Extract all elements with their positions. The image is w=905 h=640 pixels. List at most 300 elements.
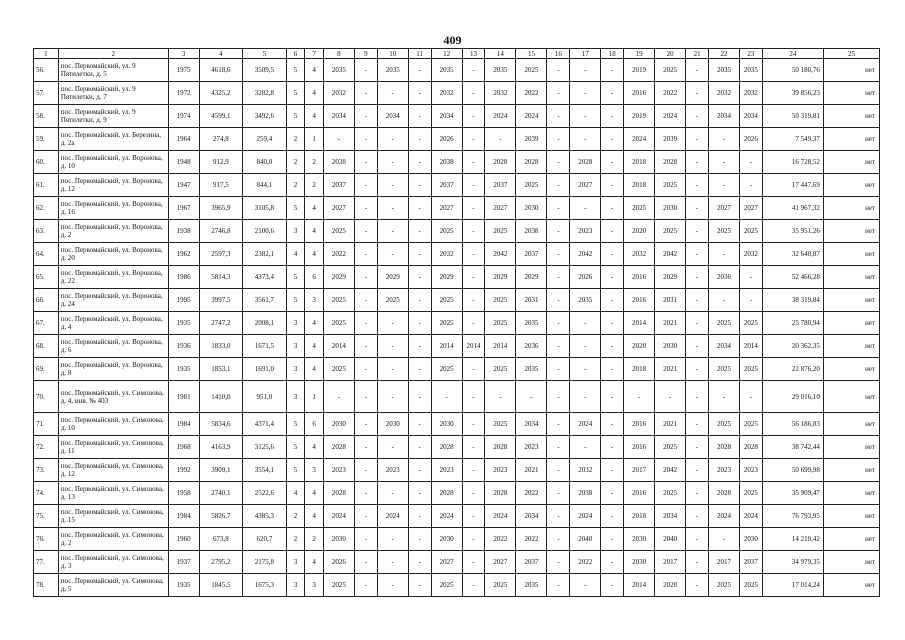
table-cell: 2024 xyxy=(708,505,739,528)
table-cell: - xyxy=(601,312,624,335)
table-cell: 2024 xyxy=(323,505,354,528)
table-row xyxy=(34,289,880,312)
table-cell: 2029 xyxy=(655,266,686,289)
table-cell: 2030 xyxy=(655,197,686,220)
table-cell: 2030 xyxy=(377,413,408,436)
table-cell: - xyxy=(570,128,601,151)
table-cell: - xyxy=(408,312,431,335)
table-cell: 917,5 xyxy=(199,174,242,197)
table-cell: 2023 xyxy=(431,459,462,482)
table-cell: 912,9 xyxy=(199,151,242,174)
table-cell: 2030 xyxy=(431,413,462,436)
table-cell: 4371,4 xyxy=(243,413,286,436)
table-cell: 2034 xyxy=(655,505,686,528)
table-cell: 1 xyxy=(305,381,324,413)
table-cell: 2029 xyxy=(516,266,547,289)
table-row xyxy=(34,505,880,528)
table-cell: - xyxy=(601,220,624,243)
column-header: 10 xyxy=(377,49,408,59)
table-cell: 2035 xyxy=(516,312,547,335)
column-header: 15 xyxy=(516,49,547,59)
table-cell: - xyxy=(354,505,377,528)
column-header: 2 xyxy=(58,49,168,59)
table-cell: - xyxy=(354,459,377,482)
table-cell: 3 xyxy=(286,551,305,574)
table-row xyxy=(34,436,880,459)
table-cell: - xyxy=(408,551,431,574)
table-cell: 2034 xyxy=(431,105,462,128)
table-cell: нет xyxy=(823,551,879,574)
housing-register-table xyxy=(33,48,880,597)
table-cell: 2020 xyxy=(624,220,655,243)
table-cell: 2597,3 xyxy=(199,243,242,266)
table-cell: - xyxy=(740,174,763,197)
table-cell: 1935 xyxy=(168,574,199,597)
table-cell: 1936 xyxy=(168,335,199,358)
table-cell: 2025 xyxy=(708,312,739,335)
table-cell: 3105,8 xyxy=(243,197,286,220)
table-cell: 2038 xyxy=(431,151,462,174)
table-cell: - xyxy=(408,174,431,197)
table-cell: 2025 xyxy=(431,312,462,335)
row-number-cell: 57. xyxy=(34,82,59,105)
row-number-cell: 73. xyxy=(34,459,59,482)
table-cell: 1981 xyxy=(168,381,199,413)
table-cell: 2024 xyxy=(485,505,516,528)
table-cell: нет xyxy=(823,335,879,358)
table-cell: - xyxy=(708,528,739,551)
table-cell: 4 xyxy=(305,312,324,335)
table-cell: - xyxy=(408,220,431,243)
table-cell: 2025 xyxy=(516,174,547,197)
table-cell: - xyxy=(570,312,601,335)
table-cell: - xyxy=(686,174,709,197)
table-cell: - xyxy=(408,128,431,151)
table-cell: - xyxy=(408,105,431,128)
column-header: 6 xyxy=(286,49,305,59)
table-cell: - xyxy=(601,413,624,436)
table-cell: 38 742,44 xyxy=(762,436,823,459)
address-cell: пос. Первомайский, ул. Березина, д. 2а xyxy=(58,128,168,151)
table-cell: 4 xyxy=(305,335,324,358)
table-cell: 4 xyxy=(305,105,324,128)
table-cell: 2024 xyxy=(570,505,601,528)
table-cell: - xyxy=(462,312,485,335)
table-cell: 1960 xyxy=(168,528,199,551)
column-header: 17 xyxy=(570,49,601,59)
table-cell: 4 xyxy=(305,482,324,505)
table-cell: - xyxy=(547,220,570,243)
table-cell: 2023 xyxy=(323,459,354,482)
row-number-cell: 58. xyxy=(34,105,59,128)
address-cell: пос. Первомайский, ул. Симонова, д. 13 xyxy=(58,482,168,505)
table-cell: нет xyxy=(823,381,879,413)
table-cell: 1992 xyxy=(168,459,199,482)
table-cell: 2032 xyxy=(708,82,739,105)
table-cell: нет xyxy=(823,574,879,597)
table-cell: 5834,6 xyxy=(199,413,242,436)
table-cell: 2032 xyxy=(570,459,601,482)
table-cell: 3 xyxy=(286,335,305,358)
table-cell: 1937 xyxy=(168,551,199,574)
table-cell: 3492,6 xyxy=(243,105,286,128)
table-cell: 2022 xyxy=(516,482,547,505)
table-cell: - xyxy=(408,59,431,82)
table-cell: 2034 xyxy=(323,105,354,128)
table-cell: 20 362,35 xyxy=(762,335,823,358)
header-row xyxy=(34,49,880,59)
column-header: 25 xyxy=(823,49,879,59)
table-cell: - xyxy=(601,436,624,459)
table-cell: 2037 xyxy=(431,174,462,197)
address-cell: пос. Первомайский, ул. 9 Пятилетки, д. 9 xyxy=(58,105,168,128)
table-cell: 2018 xyxy=(624,151,655,174)
table-cell: - xyxy=(686,128,709,151)
table-cell: 673,8 xyxy=(199,528,242,551)
table-cell: 1972 xyxy=(168,82,199,105)
table-cell: 2028 xyxy=(431,436,462,459)
table-cell: 2030 xyxy=(740,528,763,551)
table-cell: - xyxy=(462,574,485,597)
table-cell: - xyxy=(354,528,377,551)
address-cell: пос. Первомайский, ул. Симонова, д. 10 xyxy=(58,413,168,436)
table-cell: - xyxy=(686,436,709,459)
address-cell: пос. Первомайский, ул. Воронова, д. 2 xyxy=(58,220,168,243)
table-cell: 2032 xyxy=(431,243,462,266)
table-cell: - xyxy=(708,381,739,413)
table-cell: - xyxy=(547,243,570,266)
table-cell: 2022 xyxy=(485,528,516,551)
column-header: 7 xyxy=(305,49,324,59)
address-cell: пос. Первомайский, ул. Симонова, д. 4, инв. № 403 xyxy=(58,381,168,413)
table-cell: - xyxy=(740,381,763,413)
table-cell: 2028 xyxy=(323,436,354,459)
table-cell: - xyxy=(408,335,431,358)
table-cell: - xyxy=(686,266,709,289)
table-cell: 2024 xyxy=(516,105,547,128)
table-cell: - xyxy=(624,381,655,413)
table-cell: - xyxy=(601,266,624,289)
table-cell: - xyxy=(408,266,431,289)
table-cell: 2022 xyxy=(516,82,547,105)
table-cell: - xyxy=(547,174,570,197)
table-cell: 2016 xyxy=(624,266,655,289)
table-cell: 1 xyxy=(305,128,324,151)
row-number-cell: 68. xyxy=(34,335,59,358)
table-row xyxy=(34,358,880,381)
table-cell: 2 xyxy=(305,174,324,197)
table-cell: 2016 xyxy=(624,413,655,436)
table-cell: нет xyxy=(823,151,879,174)
table-body xyxy=(34,59,880,597)
table-cell: 3909,1 xyxy=(199,459,242,482)
table-cell: 50 319,81 xyxy=(762,105,823,128)
table-cell: 2023 xyxy=(740,459,763,482)
table-cell: - xyxy=(686,551,709,574)
address-cell: пос. Первомайский, ул. Воронова, д. 12 xyxy=(58,174,168,197)
table-cell: 5814,3 xyxy=(199,266,242,289)
table-cell: 34 979,35 xyxy=(762,551,823,574)
table-cell: нет xyxy=(823,174,879,197)
table-cell: - xyxy=(408,413,431,436)
table-cell: 3965,9 xyxy=(199,197,242,220)
table-cell: 2035 xyxy=(431,59,462,82)
table-cell: 2040 xyxy=(655,528,686,551)
table-cell: 2025 xyxy=(655,220,686,243)
table-cell: 1675,3 xyxy=(243,574,286,597)
table-cell: 1935 xyxy=(168,358,199,381)
table-cell: нет xyxy=(823,197,879,220)
table-cell: 2039 xyxy=(655,128,686,151)
table-cell: - xyxy=(377,551,408,574)
table-cell: нет xyxy=(823,128,879,151)
table-cell: - xyxy=(570,436,601,459)
table-cell: - xyxy=(686,243,709,266)
table-cell: - xyxy=(686,59,709,82)
table-cell: - xyxy=(377,174,408,197)
table-cell: 2025 xyxy=(708,220,739,243)
table-cell: 2024 xyxy=(485,105,516,128)
table-cell: - xyxy=(547,482,570,505)
page-number: 409 xyxy=(443,33,462,47)
table-cell: 2039 xyxy=(516,128,547,151)
table-cell: - xyxy=(354,358,377,381)
table-cell: нет xyxy=(823,82,879,105)
table-cell: 4163,9 xyxy=(199,436,242,459)
table-cell: нет xyxy=(823,482,879,505)
table-cell: 1935 xyxy=(168,312,199,335)
table-row xyxy=(34,105,880,128)
table-row xyxy=(34,151,880,174)
table-cell: - xyxy=(408,482,431,505)
table-cell: 50 180,76 xyxy=(762,59,823,82)
address-cell: пос. Первомайский, ул. Симонова, д. 3 xyxy=(58,551,168,574)
table-cell: - xyxy=(547,413,570,436)
table-cell: 1410,0 xyxy=(199,381,242,413)
table-cell: - xyxy=(570,358,601,381)
address-cell: пос. Первомайский, ул. 9 Пятилетки, д. 7 xyxy=(58,82,168,105)
table-cell: 4 xyxy=(286,482,305,505)
table-cell: 2028 xyxy=(570,151,601,174)
table-cell: 2018 xyxy=(624,358,655,381)
table-cell: - xyxy=(377,381,408,413)
table-cell: 2024 xyxy=(740,505,763,528)
table-cell: - xyxy=(601,105,624,128)
table-cell: - xyxy=(547,128,570,151)
table-cell: 2022 xyxy=(323,243,354,266)
table-cell: 2034 xyxy=(708,105,739,128)
table-cell: 4 xyxy=(305,358,324,381)
table-cell: - xyxy=(547,312,570,335)
table-cell: 2025 xyxy=(431,289,462,312)
table-cell: 2014 xyxy=(323,335,354,358)
table-cell: - xyxy=(462,243,485,266)
table-cell: - xyxy=(431,381,462,413)
table-cell: 2025 xyxy=(740,312,763,335)
row-number-cell: 78. xyxy=(34,574,59,597)
table-cell: 2024 xyxy=(377,505,408,528)
column-header: 16 xyxy=(547,49,570,59)
column-header: 24 xyxy=(762,49,823,59)
table-cell: 2037 xyxy=(516,551,547,574)
table-cell: 2028 xyxy=(655,151,686,174)
table-cell: 6 xyxy=(305,266,324,289)
table-cell: - xyxy=(686,358,709,381)
table-cell: 17 014,24 xyxy=(762,574,823,597)
table-cell: - xyxy=(547,197,570,220)
table-cell: - xyxy=(354,381,377,413)
table-cell: - xyxy=(570,59,601,82)
table-cell: - xyxy=(601,574,624,597)
table-cell: - xyxy=(354,82,377,105)
table-cell: 39 856,23 xyxy=(762,82,823,105)
table-cell: 3509,5 xyxy=(243,59,286,82)
table-cell: - xyxy=(601,59,624,82)
table-cell: 4 xyxy=(305,59,324,82)
table-cell: - xyxy=(547,528,570,551)
table-cell: 2522,6 xyxy=(243,482,286,505)
table-cell: - xyxy=(547,59,570,82)
table-cell: 2016 xyxy=(624,482,655,505)
table-cell: 2030 xyxy=(323,413,354,436)
table-cell: - xyxy=(354,220,377,243)
table-cell: - xyxy=(686,289,709,312)
table-cell: 4599,1 xyxy=(199,105,242,128)
table-cell: - xyxy=(708,289,739,312)
table-cell: 2 xyxy=(286,128,305,151)
table-cell: 2025 xyxy=(323,220,354,243)
table-cell: - xyxy=(686,505,709,528)
table-cell: 2746,8 xyxy=(199,220,242,243)
table-cell: 2025 xyxy=(323,289,354,312)
address-cell: пос. Первомайский, ул. Воронова, д. 8 xyxy=(58,358,168,381)
table-cell: 2032 xyxy=(624,243,655,266)
row-number-cell: 69. xyxy=(34,358,59,381)
table-cell: - xyxy=(354,574,377,597)
table-cell: 5 xyxy=(286,436,305,459)
table-cell: 2027 xyxy=(323,197,354,220)
table-cell: 2025 xyxy=(485,358,516,381)
table-cell: 2030 xyxy=(655,335,686,358)
table-cell: 2025 xyxy=(708,413,739,436)
address-cell: пос. Первомайский, ул. Воронова, д. 4 xyxy=(58,312,168,335)
table-cell: - xyxy=(462,505,485,528)
table-cell: 2034 xyxy=(377,105,408,128)
row-number-cell: 74. xyxy=(34,482,59,505)
table-cell: 2024 xyxy=(431,505,462,528)
table-cell: 2019 xyxy=(624,59,655,82)
table-cell: - xyxy=(485,381,516,413)
table-cell: - xyxy=(686,381,709,413)
table-cell: - xyxy=(547,505,570,528)
table-cell: 2036 xyxy=(708,266,739,289)
table-cell: 2038 xyxy=(516,220,547,243)
table-cell: 2025 xyxy=(485,289,516,312)
table-cell: 2025 xyxy=(740,413,763,436)
table-cell: - xyxy=(686,197,709,220)
column-header: 22 xyxy=(708,49,739,59)
address-cell: пос. Первомайский, ул. Воронова, д. 22 xyxy=(58,266,168,289)
table-cell: - xyxy=(377,335,408,358)
table-cell: 5 xyxy=(286,82,305,105)
column-header: 8 xyxy=(323,49,354,59)
table-cell: 2020 xyxy=(655,574,686,597)
table-cell: 2025 xyxy=(323,358,354,381)
table-cell: - xyxy=(354,436,377,459)
table-cell: 5 xyxy=(286,459,305,482)
table-cell: - xyxy=(462,482,485,505)
table-cell: 2022 xyxy=(516,528,547,551)
table-cell: 2029 xyxy=(323,266,354,289)
table-cell: 2037 xyxy=(323,174,354,197)
table-cell: 2026 xyxy=(323,551,354,574)
table-cell: 259,4 xyxy=(243,128,286,151)
table-cell: - xyxy=(354,243,377,266)
table-cell: 2023 xyxy=(570,220,601,243)
table-cell: 2014 xyxy=(624,574,655,597)
table-cell: - xyxy=(485,128,516,151)
table-cell: - xyxy=(601,358,624,381)
table-cell: - xyxy=(740,266,763,289)
table-row xyxy=(34,82,880,105)
table-cell: 3 xyxy=(286,220,305,243)
table-cell: нет xyxy=(823,312,879,335)
table-cell: 2014 xyxy=(462,335,485,358)
column-header: 12 xyxy=(431,49,462,59)
table-cell: - xyxy=(462,528,485,551)
table-cell: 2022 xyxy=(570,551,601,574)
address-cell: пос. Первомайский, ул. Симонова, д. 5 xyxy=(58,574,168,597)
table-cell: - xyxy=(686,312,709,335)
table-cell: 2 xyxy=(286,151,305,174)
table-cell: 16 728,52 xyxy=(762,151,823,174)
table-cell: - xyxy=(408,358,431,381)
table-cell: 2029 xyxy=(377,266,408,289)
table-cell: 3997,5 xyxy=(199,289,242,312)
table-cell: 844,1 xyxy=(243,174,286,197)
table-cell: 2022 xyxy=(655,82,686,105)
table-cell: - xyxy=(377,528,408,551)
table-cell: - xyxy=(462,220,485,243)
table-cell: 2027 xyxy=(740,197,763,220)
table-cell: 2030 xyxy=(624,551,655,574)
table-cell: 4373,4 xyxy=(243,266,286,289)
table-cell: 2019 xyxy=(624,105,655,128)
table-cell: - xyxy=(462,174,485,197)
table-cell: 4 xyxy=(305,243,324,266)
table-cell: 1947 xyxy=(168,174,199,197)
table-cell: 2023 xyxy=(516,436,547,459)
table-cell: 2037 xyxy=(516,243,547,266)
table-cell: 2027 xyxy=(708,197,739,220)
table-cell: - xyxy=(655,381,686,413)
table-cell: 2028 xyxy=(485,436,516,459)
table-cell: 5 xyxy=(286,105,305,128)
column-header: 1 xyxy=(34,49,59,59)
table-cell: - xyxy=(601,335,624,358)
table-cell: 2 xyxy=(286,174,305,197)
table-cell: 3554,1 xyxy=(243,459,286,482)
table-cell: 2016 xyxy=(624,436,655,459)
table-cell: 2034 xyxy=(708,335,739,358)
table-cell: - xyxy=(354,151,377,174)
table-cell: 1974 xyxy=(168,105,199,128)
table-cell: 2025 xyxy=(377,289,408,312)
table-cell: - xyxy=(708,151,739,174)
table-row xyxy=(34,335,880,358)
table-cell: 2035 xyxy=(377,59,408,82)
table-cell: 2025 xyxy=(485,312,516,335)
